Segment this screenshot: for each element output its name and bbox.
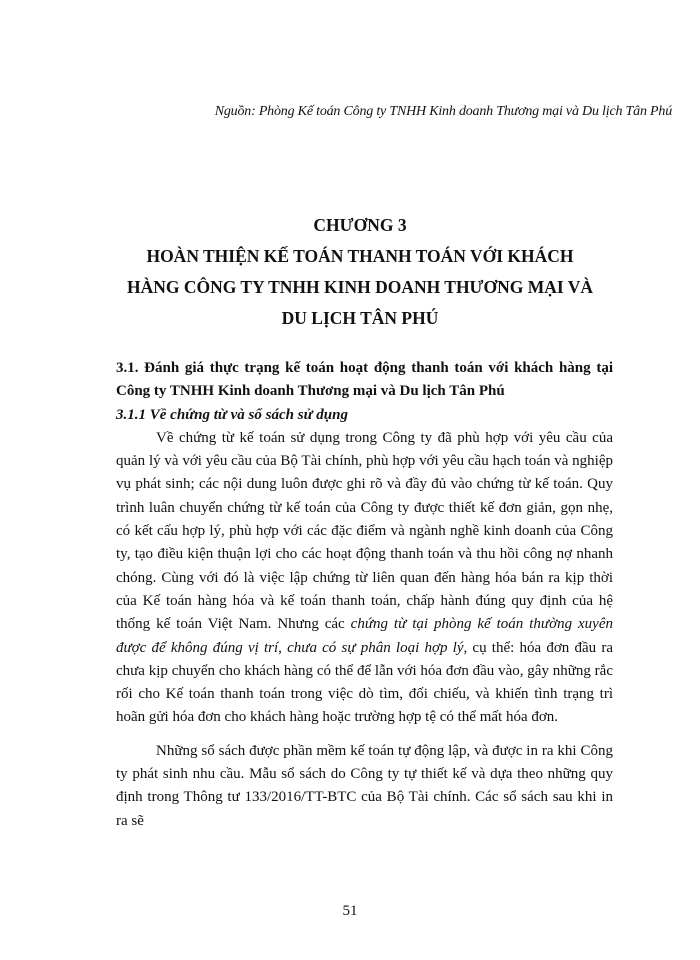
chapter-title-line: HOÀN THIỆN KẾ TOÁN THANH TOÁN VỚI KHÁCH	[146, 246, 574, 266]
paragraph-emphasis: chứng từ tại phòng kế toán thường xuyên được để không đúng vị trí, chưa có sự phân loại hợp lý	[116, 616, 613, 656]
body-text	[116, 357, 613, 833]
chapter-title-line: DU LỊCH TÂN PHÚ	[281, 308, 439, 328]
page-number: 51	[342, 903, 358, 919]
section-heading: 3.1. Đánh giá thực trạng kế toán hoạt động thanh toán với khách hàng tại Công ty TNHH Kinh doanh Thương mại và Du lịch Tân Phú	[116, 360, 613, 400]
paragraph	[116, 740, 613, 833]
source-note: Nguồn: Phòng Kế toán Công ty TNHH Kinh doanh Thương mại và Du lịch Tân Phú	[214, 104, 672, 119]
paragraph-text: , cụ thể: hóa đơn đầu ra chưa kịp chuyển cho khách hàng có thể để lẫn với hóa đơn đầu vào, gây những rắc rối cho Kế toán thanh toán trong việc dò tìm, đối chiếu, và khiến tình trạng trì hoãn gửi hóa đơn cho khách hàng hoặc trường hợp tệ có thể mất hóa đơn.	[116, 639, 613, 726]
paragraph-text: Về chứng từ kế toán sử dụng trong Công ty đã phù hợp với yêu cầu của quản lý và với yêu cầu của Bộ Tài chính, phù hợp với yêu cầu hạch toán và nghiệp vụ phát sinh; các nội dung luôn được ghi rõ và đầy đủ vào chứng từ kế toán. Quy trình luân chuyển chứng từ kế toán của Công ty được thiết kế đơn giản, gọn nhẹ, có kết cấu hợp lý, phù hợp với các đặc điểm và ngành nghề kinh doanh của Công ty, tạo điều kiện thuận lợi cho các hoạt động thanh toán và thu hồi công nợ nhanh chóng. Cùng với đó là việc lập chứng từ liên quan đến hàng hóa bán ra kịp thời của Kế toán hàng hóa và kế toán thanh toán, chấp hành đúng quy định của hệ thống kế toán Việt Nam. Nhưng các	[116, 429, 613, 633]
chapter-title-line: HÀNG CÔNG TY TNHH KINH DOANH THƯƠNG MẠI VÀ	[126, 277, 594, 297]
paragraph-text: Những sổ sách được phần mềm kế toán tự động lập, và được in ra khi Công ty phát sinh nhu cầu. Mẫu sổ sách do Công ty tự thiết kế và dựa theo những quy định trong Thông tư 133/2016/TT-BTC của Bộ Tài chính. Các sổ sách sau khi in ra sẽ	[116, 742, 613, 829]
chapter-number: CHƯƠNG 3	[313, 215, 407, 235]
paragraph	[116, 427, 613, 730]
subsection-heading: 3.1.1 Về chứng từ và sổ sách sử dụng	[116, 406, 348, 423]
chapter-heading	[60, 210, 660, 334]
